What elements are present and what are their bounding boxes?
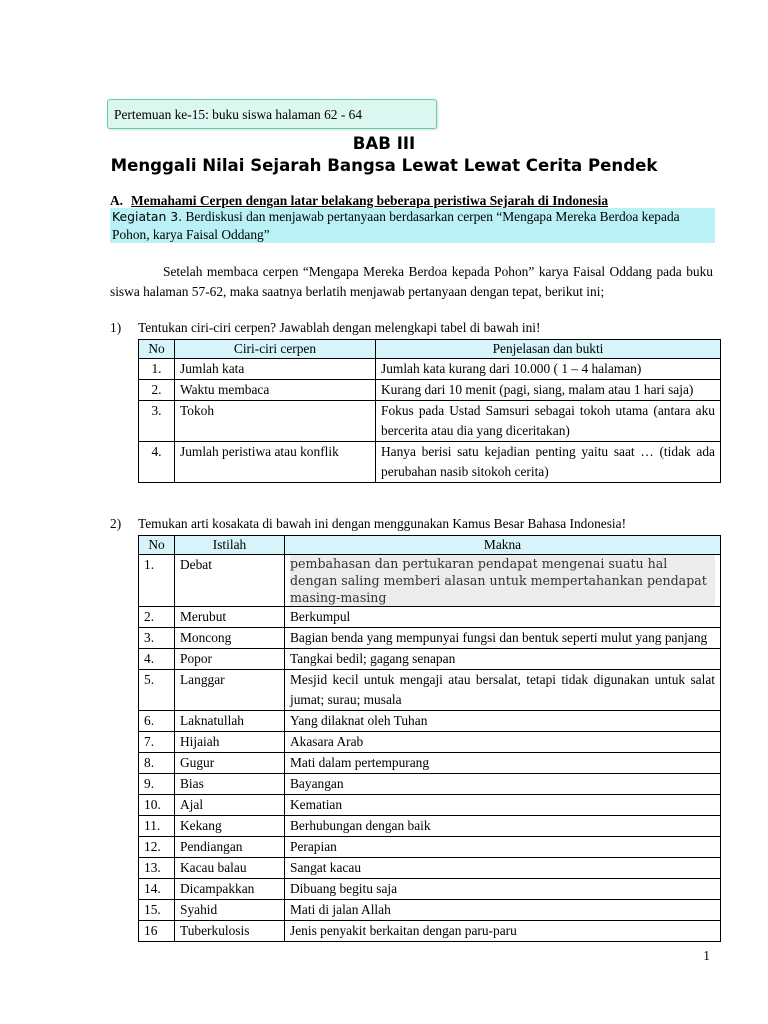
explanation-cell: Jumlah kata kurang dari 10.000 ( 1 – 4 halaman) [376, 359, 721, 380]
table-row [139, 732, 721, 753]
row-number: 16 [139, 921, 175, 942]
term-cell: Tuberkulosis [175, 921, 285, 942]
section-title: Memahami Cerpen dengan latar belakang beberapa peristiwa Sejarah di Indonesia [131, 193, 609, 208]
explanation-cell: Hanya berisi satu kejadian penting yaitu saat … (tidak ada perubahan nasib sitokoh cerita) [376, 442, 721, 483]
table-row [139, 921, 721, 942]
table-row [139, 380, 721, 401]
activity-text: Berdiskusi dan menjawab pertanyaan berdasarkan cerpen “Mengapa Mereka Berdoa kepada Pohon, karya Faisal Oddang” [112, 209, 680, 242]
meaning-cell: Berhubungan dengan baik [285, 816, 721, 837]
characteristic-cell: Jumlah peristiwa atau konflik [175, 442, 376, 483]
table-header: Makna [285, 536, 721, 555]
chapter-heading [0, 133, 768, 177]
table-header: No [139, 536, 175, 555]
table-row [139, 837, 721, 858]
vocabulary-table [138, 535, 721, 942]
table-row [139, 359, 721, 380]
row-number: 12. [139, 837, 175, 858]
term-cell: Kacau balau [175, 858, 285, 879]
meaning-cell: Mati dalam pertempurang [285, 753, 721, 774]
row-number: 1. [139, 359, 175, 380]
characteristic-cell: Jumlah kata [175, 359, 376, 380]
meeting-note-box [107, 99, 437, 129]
table-row [139, 879, 721, 900]
row-number: 3. [139, 628, 175, 649]
term-cell: Kekang [175, 816, 285, 837]
meaning-cell: Mati di jalan Allah [285, 900, 721, 921]
row-number: 9. [139, 774, 175, 795]
row-number: 2. [139, 380, 175, 401]
term-cell: Debat [175, 555, 285, 607]
intro-paragraph [110, 262, 713, 302]
table-header: Ciri-ciri cerpen [175, 340, 376, 359]
table-row [139, 753, 721, 774]
term-cell: Langgar [175, 670, 285, 711]
row-number: 8. [139, 753, 175, 774]
question-1-number: 1) [110, 320, 122, 335]
activity-box [110, 208, 715, 243]
table-row [139, 649, 721, 670]
chapter-title: Menggali Nilai Sejarah Bangsa Lewat Lewat Cerita Pendek [110, 156, 658, 175]
term-cell: Gugur [175, 753, 285, 774]
meaning-cell: Bagian benda yang mempunyai fungsi dan bentuk seperti mulut yang panjang [285, 628, 721, 649]
characteristic-cell: Tokoh [175, 401, 376, 442]
page-number: 1 [703, 948, 710, 963]
meaning-cell: Sangat kacau [285, 858, 721, 879]
table-row [139, 628, 721, 649]
table-row [139, 900, 721, 921]
table-row [139, 795, 721, 816]
term-cell: Merubut [175, 607, 285, 628]
term-cell: Hijaiah [175, 732, 285, 753]
row-number: 10. [139, 795, 175, 816]
meaning-cell: Jenis penyakit berkaitan dengan paru-paru [285, 921, 721, 942]
row-number: 6. [139, 711, 175, 732]
table-header-row [139, 340, 721, 359]
question-2 [110, 516, 626, 532]
term-cell: Bias [175, 774, 285, 795]
meaning-cell: Berkumpul [285, 607, 721, 628]
meaning-cell: Tangkai bedil; gagang senapan [285, 649, 721, 670]
row-number: 4. [139, 649, 175, 670]
section-label: A. [110, 193, 124, 208]
meaning-cell: Akasara Arab [285, 732, 721, 753]
term-cell: Dicampakkan [175, 879, 285, 900]
table-header-row [139, 536, 721, 555]
table-row [139, 401, 721, 442]
term-cell: Ajal [175, 795, 285, 816]
row-number: 3. [139, 401, 175, 442]
row-number: 11. [139, 816, 175, 837]
table-row [139, 858, 721, 879]
question-1 [110, 320, 540, 336]
meaning-cell [285, 555, 721, 607]
table-row [139, 816, 721, 837]
row-number: 2. [139, 607, 175, 628]
chapter-number: BAB III [352, 134, 416, 153]
explanation-cell: Kurang dari 10 menit (pagi, siang, malam atau 1 hari saja) [376, 380, 721, 401]
term-cell: Laknatullah [175, 711, 285, 732]
table-row [139, 607, 721, 628]
table-row [139, 442, 721, 483]
row-number: 1. [139, 555, 175, 607]
question-2-number: 2) [110, 516, 122, 531]
meaning-cell: Kematian [285, 795, 721, 816]
table-header: Istilah [175, 536, 285, 555]
question-2-text: Temukan arti kosakata di bawah ini dengan menggunakan Kamus Besar Bahasa Indonesia! [138, 516, 627, 531]
row-number: 5. [139, 670, 175, 711]
table-row [139, 555, 721, 607]
intro-paragraph-text: Setelah membaca cerpen “Mengapa Mereka Berdoa kepada Pohon” karya Faisal Oddang pada buku siswa halaman 57-62, maka saatnya berlatih menjawab pertanyaan dengan tepat, berikut ini; [110, 264, 713, 299]
question-1-text: Tentukan ciri-ciri cerpen? Jawablah dengan melengkapi tabel di bawah ini! [138, 320, 541, 335]
table-row [139, 711, 721, 732]
term-cell: Syahid [175, 900, 285, 921]
term-cell: Moncong [175, 628, 285, 649]
characteristic-cell: Waktu membaca [175, 380, 376, 401]
meaning-cell: Yang dilaknat oleh Tuhan [285, 711, 721, 732]
explanation-cell: Fokus pada Ustad Samsuri sebagai tokoh utama (antara aku bercerita atau dia yang diceritakan) [376, 401, 721, 442]
table-header: Penjelasan dan bukti [376, 340, 721, 359]
meaning-cell: Perapian [285, 837, 721, 858]
row-number: 15. [139, 900, 175, 921]
characteristics-table [138, 339, 721, 483]
meaning-cell: Bayangan [285, 774, 721, 795]
row-number: 14. [139, 879, 175, 900]
table-header: No [139, 340, 175, 359]
meaning-cell: Mesjid kecil untuk mengaji atau bersalat, tetapi tidak digunakan untuk salat jumat; surau; musala [285, 670, 721, 711]
meeting-note-text: Pertemuan ke-15: buku siswa halaman 62 - 64 [114, 107, 363, 122]
row-number: 4. [139, 442, 175, 483]
meaning-cell: Dibuang begitu saja [285, 879, 721, 900]
row-number: 13. [139, 858, 175, 879]
section-heading [110, 193, 608, 209]
row-number: 7. [139, 732, 175, 753]
term-cell: Pendiangan [175, 837, 285, 858]
activity-label: Kegiatan 3. [112, 209, 183, 224]
term-cell: Popor [175, 649, 285, 670]
table-row [139, 670, 721, 711]
highlighted-meaning: pembahasan dan pertukaran pendapat mengenai suatu hal dengan saling memberi alasan untuk mempertahankan pendapat masing-masing [290, 555, 715, 606]
table-row [139, 774, 721, 795]
